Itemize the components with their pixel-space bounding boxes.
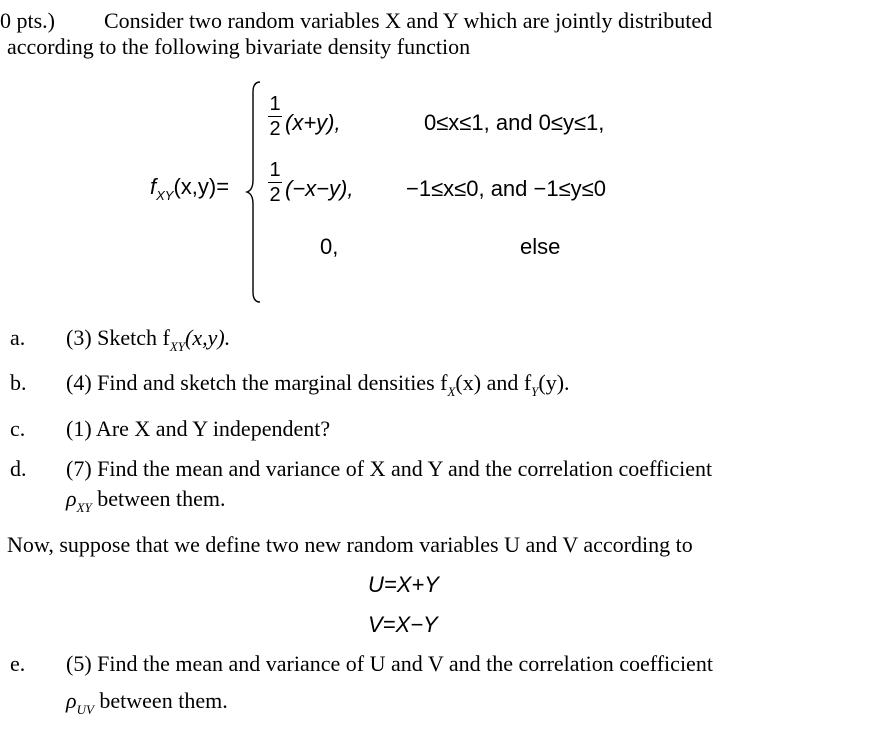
case2-numerator: 1 xyxy=(269,159,281,181)
question-b-label: b. xyxy=(10,370,27,395)
question-b-main: (4) Find and sketch the marginal densities f xyxy=(66,370,448,395)
case2-expression: (−x−y), xyxy=(285,176,354,201)
equation-u: U=X+Y xyxy=(368,572,439,597)
case1-expression: (x+y), xyxy=(285,110,341,135)
case3-value: 0, xyxy=(320,234,339,259)
intro-line-2: according to the following bivariate density function xyxy=(7,34,471,59)
equation-v: V=X−Y xyxy=(368,612,438,637)
question-e-text: (5) Find the mean and variance of U and V and the correlation coefficient xyxy=(66,651,713,676)
question-a-text xyxy=(66,325,230,354)
question-b-tail: (y). xyxy=(538,370,570,395)
question-a-main: (3) Sketch f xyxy=(66,325,170,350)
lhs-subscript: XY xyxy=(156,188,174,203)
question-b-mid: (x) and f xyxy=(455,370,532,395)
case2-fraction-bar xyxy=(268,182,282,183)
case1-fraction xyxy=(268,94,282,139)
question-b-text xyxy=(66,370,570,399)
case2-condition: −1≤x≤0, and −1≤y≤0 xyxy=(406,176,606,201)
case1-denominator: 2 xyxy=(269,118,281,141)
rho-symbol: ρ xyxy=(66,486,77,511)
question-d-label: d. xyxy=(10,456,27,481)
points-label: 0 pts.) xyxy=(0,8,55,33)
lhs-f: f xyxy=(150,174,157,199)
rho-uv-subscript: UV xyxy=(76,702,94,717)
question-e-continuation xyxy=(66,688,228,717)
question-e-tail: between them. xyxy=(99,688,228,713)
case2-fraction xyxy=(268,160,282,205)
question-a-label: a. xyxy=(10,325,26,350)
case2-denominator: 2 xyxy=(269,184,281,207)
question-d-continuation xyxy=(66,486,226,515)
case1-fraction-bar xyxy=(268,116,282,117)
question-d-text: (7) Find the mean and variance of X and Y and the correlation coefficient xyxy=(66,456,713,481)
question-a-subscript: XY xyxy=(169,339,186,354)
rho-subscript: XY xyxy=(76,500,92,515)
lhs-args: (x,y)= xyxy=(173,174,230,199)
question-e-label: e. xyxy=(10,651,26,676)
rho-uv-symbol: ρ xyxy=(66,688,77,713)
case3-condition: else xyxy=(520,234,561,259)
question-b-subscript-x: X xyxy=(447,384,456,399)
case1-condition: 0≤x≤1, and 0≤y≤1, xyxy=(424,110,605,135)
question-c-text: (1) Are X and Y independent? xyxy=(66,416,331,441)
intro-line-1: Consider two random variables X and Y which are jointly distributed xyxy=(104,8,713,33)
question-d-tail: between them. xyxy=(97,486,226,511)
question-c-label: c. xyxy=(10,416,26,441)
equation-lhs xyxy=(150,174,230,203)
now-paragraph: Now, suppose that we define two new random variables U and V according to xyxy=(7,532,693,557)
question-b-subscript-y: Y xyxy=(531,384,539,399)
case1-numerator: 1 xyxy=(269,93,281,115)
left-brace xyxy=(244,80,264,304)
question-a-tail: (x,y). xyxy=(185,325,231,350)
